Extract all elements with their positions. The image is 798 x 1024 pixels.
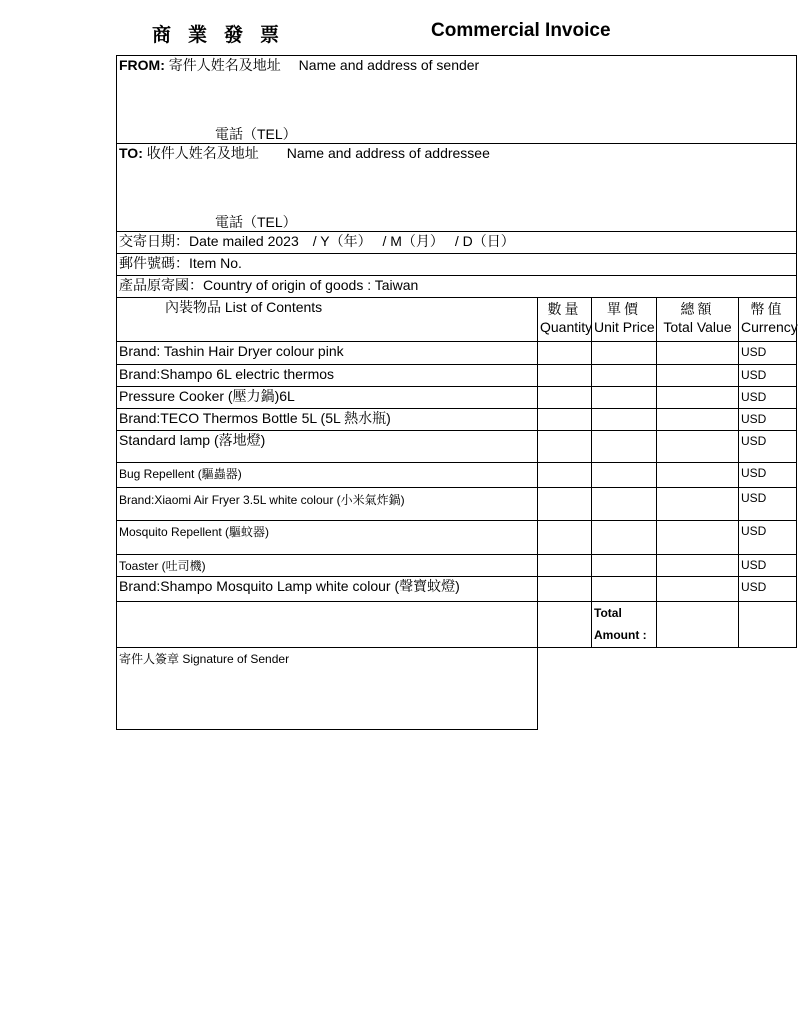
item-total-value[interactable] — [657, 488, 739, 521]
date-row — [117, 232, 797, 254]
total-label-line1: Total — [594, 606, 622, 620]
item-total-value[interactable] — [657, 342, 739, 365]
item-total-value[interactable] — [657, 577, 739, 602]
total-spacer — [117, 602, 538, 648]
item-total-value[interactable] — [657, 555, 739, 577]
table-row — [117, 555, 797, 577]
item-quantity[interactable] — [538, 431, 592, 463]
item-description[interactable]: Brand:Xiaomi Air Fryer 3.5L white colour (小米氣炸鍋) — [117, 488, 538, 521]
table-row — [117, 387, 797, 409]
total-label — [592, 602, 657, 648]
table-row — [117, 409, 797, 431]
to-row — [117, 144, 797, 232]
item-currency: USD — [739, 387, 797, 409]
header-quantity-cn: 數量 — [547, 301, 582, 317]
item-currency: USD — [739, 342, 797, 365]
from-text: 寄件人姓名及地址 Name and address of sender — [164, 57, 480, 73]
item-description[interactable]: Brand: Tashin Hair Dryer colour pink — [117, 342, 538, 365]
item-currency: USD — [739, 463, 797, 488]
title-chinese: 商業發票 — [152, 24, 297, 46]
item-currency: USD — [739, 488, 797, 521]
header-unit-price-cn: 單價 — [607, 301, 641, 317]
from-row — [117, 56, 797, 144]
item-quantity[interactable] — [538, 409, 592, 431]
to-tel: 電話（TEL） — [215, 214, 297, 230]
item-unit-price[interactable] — [592, 555, 657, 577]
item-quantity[interactable] — [538, 555, 592, 577]
header-quantity — [538, 298, 592, 342]
item-unit-price[interactable] — [592, 577, 657, 602]
to-cell[interactable] — [117, 144, 797, 232]
from-tel: 電話（TEL） — [215, 126, 297, 142]
item-no[interactable]: 郵件號碼：Item No. — [117, 254, 797, 276]
item-quantity[interactable] — [538, 488, 592, 521]
table-row — [117, 365, 797, 387]
item-currency: USD — [739, 521, 797, 555]
item-description[interactable]: Toaster (吐司機) — [117, 555, 538, 577]
item-total-value[interactable] — [657, 409, 739, 431]
table-row — [117, 577, 797, 602]
item-quantity[interactable] — [538, 577, 592, 602]
item-unit-price[interactable] — [592, 387, 657, 409]
item-unit-price[interactable] — [592, 521, 657, 555]
item-currency: USD — [739, 409, 797, 431]
table-row — [117, 342, 797, 365]
header-currency-en: Currency — [741, 319, 798, 335]
date-mailed[interactable]: 交寄日期：Date mailed 2023 / Y（年） / M（月） / D（日） — [117, 232, 797, 254]
item-unit-price[interactable] — [592, 431, 657, 463]
total-currency[interactable] — [739, 602, 797, 648]
item-quantity[interactable] — [538, 463, 592, 488]
item-currency: USD — [739, 577, 797, 602]
header-total-value — [657, 298, 739, 342]
item-quantity[interactable] — [538, 387, 592, 409]
invoice-table — [116, 55, 797, 730]
item-currency: USD — [739, 365, 797, 387]
item-currency: USD — [739, 555, 797, 577]
to-label: TO: — [119, 145, 143, 161]
header-row — [117, 298, 797, 342]
title-english: Commercial Invoice — [431, 20, 611, 41]
item-description[interactable]: Pressure Cooker (壓力鍋)6L — [117, 387, 538, 409]
item-description[interactable]: Mosquito Repellent (驅蚊器) — [117, 521, 538, 555]
item-total-value[interactable] — [657, 431, 739, 463]
country-of-origin[interactable]: 產品原寄國：Country of origin of goods : Taiwan — [117, 276, 797, 298]
from-cell[interactable] — [117, 56, 797, 144]
signature-box[interactable]: 寄件人簽章 Signature of Sender — [117, 648, 538, 730]
header-currency — [739, 298, 797, 342]
header-total-value-en: Total Value — [663, 319, 732, 335]
item-unit-price[interactable] — [592, 488, 657, 521]
item-total-value[interactable] — [657, 387, 739, 409]
total-label-line2: Amount : — [594, 628, 647, 642]
item-no-row — [117, 254, 797, 276]
item-description[interactable]: Bug Repellent (驅蟲器) — [117, 463, 538, 488]
item-description[interactable]: Brand:TECO Thermos Bottle 5L (5L 熱水瓶) — [117, 409, 538, 431]
total-row — [117, 602, 797, 648]
item-description[interactable]: Standard lamp (落地燈) — [117, 431, 538, 463]
item-currency: USD — [739, 431, 797, 463]
item-total-value[interactable] — [657, 463, 739, 488]
item-quantity[interactable] — [538, 342, 592, 365]
item-unit-price[interactable] — [592, 342, 657, 365]
origin-row — [117, 276, 797, 298]
table-row — [117, 463, 797, 488]
item-total-value[interactable] — [657, 521, 739, 555]
table-row — [117, 521, 797, 555]
item-unit-price[interactable] — [592, 463, 657, 488]
item-unit-price[interactable] — [592, 409, 657, 431]
to-text: 收件人姓名及地址 Name and address of addressee — [142, 145, 490, 161]
item-description[interactable]: Brand:Shampo Mosquito Lamp white colour (聲寶蚊燈) — [117, 577, 538, 602]
header-total-value-cn: 總額 — [680, 301, 715, 317]
table-row — [117, 431, 797, 463]
total-quantity[interactable] — [538, 602, 592, 648]
signature-row — [117, 648, 797, 730]
item-unit-price[interactable] — [592, 365, 657, 387]
item-quantity[interactable] — [538, 365, 592, 387]
header-contents: 內裝物品 List of Contents — [117, 298, 538, 342]
total-amount[interactable] — [657, 602, 739, 648]
header-currency-cn: 幣值 — [750, 301, 785, 317]
from-label: FROM: — [119, 57, 165, 73]
header-quantity-en: Quantity — [540, 319, 593, 335]
item-quantity[interactable] — [538, 521, 592, 555]
header-unit-price-en: Unit Price — [594, 319, 655, 335]
item-description[interactable]: Brand:Shampo 6L electric thermos — [117, 365, 538, 387]
table-row — [117, 488, 797, 521]
item-total-value[interactable] — [657, 365, 739, 387]
header-unit-price — [592, 298, 657, 342]
